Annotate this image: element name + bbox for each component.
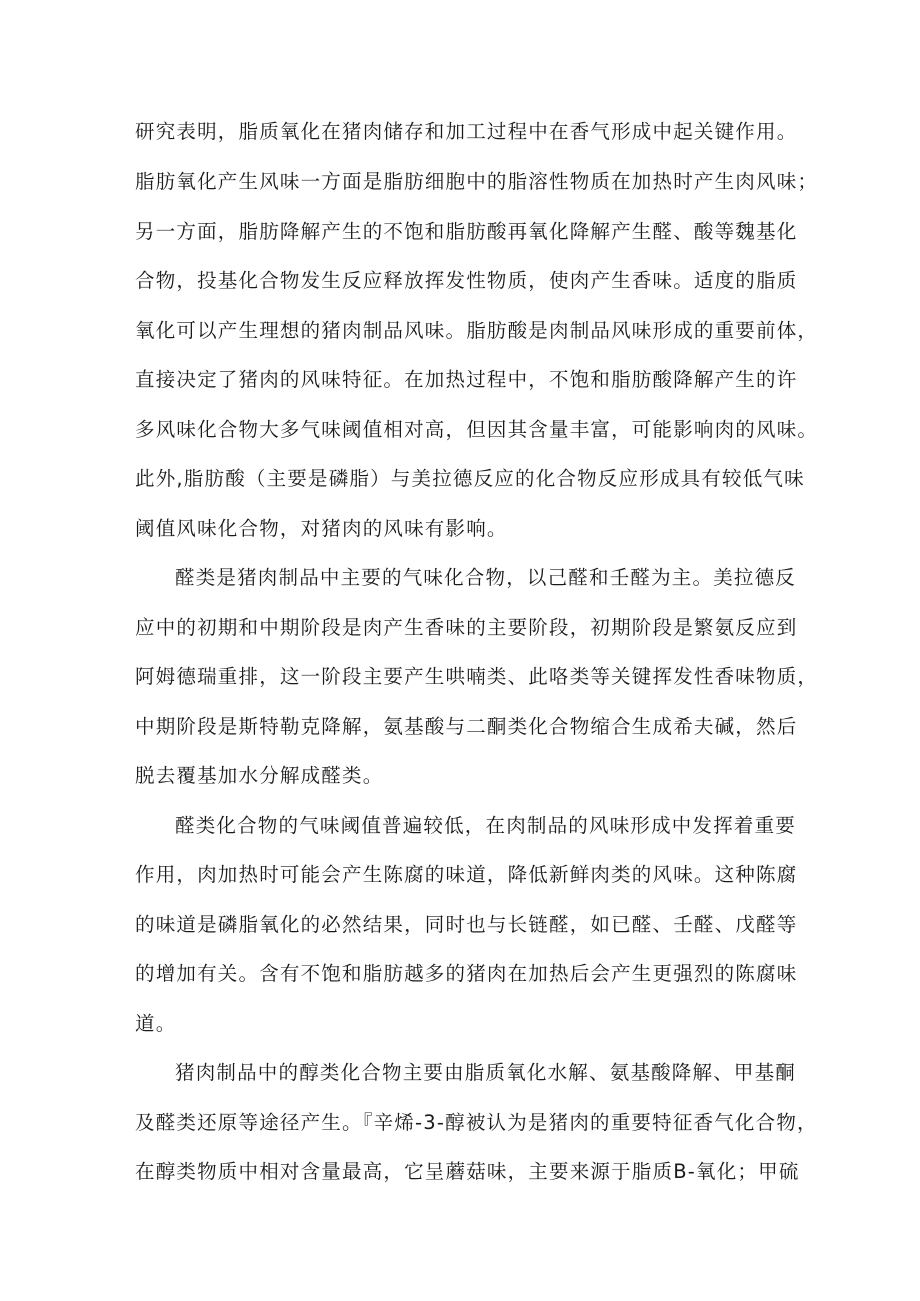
text-line: 中期阶段是斯特勒克降解，氨基酸与二酮类化合物缩合生成希夫碱，然后 bbox=[135, 715, 798, 738]
text-line: 阿姆德瑞重排，这一阶段主要产生哄喃类、此咯类等关键挥发性香味物质， bbox=[135, 665, 819, 688]
text-line: 道。 bbox=[135, 1012, 177, 1035]
text-line: 脱去覆基加水分解成醛类。 bbox=[135, 764, 384, 787]
text-line: 及醛类还原等途径产生。『辛烯-3-醇被认为是猪肉的重要特征香气化合物， bbox=[135, 1111, 818, 1134]
text-line: 合物，投基化合物发生反应释放挥发性物质，使肉产生香味。适度的脂质 bbox=[135, 269, 798, 292]
text-line: 醛类化合物的气味阈值普遍较低，在肉制品的风味形成中发挥着重要 bbox=[175, 814, 797, 837]
text-line: 阈值风味化合物，对猪肉的风味有影响。 bbox=[135, 517, 508, 540]
text-line: 作用，肉加热时可能会产生陈腐的味道，降低新鲜肉类的风味。这种陈腐 bbox=[135, 863, 798, 886]
text-line: 氧化可以产生理想的猪肉制品风味。脂肪酸是肉制品风味形成的重要前体， bbox=[135, 319, 819, 342]
text-line: 直接决定了猪肉的风味特征。在加热过程中，不饱和脂肪酸降解产生的许 bbox=[135, 368, 798, 391]
text-line: 此外,脂肪酸（主要是磷脂）与美拉德反应的化合物反应形成具有较低气味 bbox=[135, 467, 805, 490]
text-line: 应中的初期和中期阶段是肉产生香味的主要阶段，初期阶段是繁氨反应到 bbox=[135, 616, 798, 639]
text-line: 的增加有关。含有不饱和脂肪越多的猪肉在加热后会产生更强烈的陈腐味 bbox=[135, 962, 798, 985]
text-line: 在醇类物质中相对含量最高，它呈蘑菇味，主要来源于脂质B-氧化；甲硫 bbox=[135, 1160, 800, 1183]
text-line: 研究表明，脂质氧化在猪肉储存和加工过程中在香气形成中起关键作用。 bbox=[135, 120, 798, 143]
text-line: 猪肉制品中的醇类化合物主要由脂质氧化水解、氨基酸降解、甲基酮 bbox=[175, 1061, 797, 1084]
text-line: 醛类是猪肉制品中主要的气味化合物，以己醛和壬醛为主。美拉德反 bbox=[175, 566, 797, 589]
text-line: 脂肪氧化产生风味一方面是脂肪细胞中的脂溶性物质在加热时产生肉风味； bbox=[135, 170, 819, 193]
text-line: 另一方面，脂肪降解产生的不饱和脂肪酸再氧化降解产生醛、酸等魏基化 bbox=[135, 220, 798, 243]
text-line: 的味道是磷脂氧化的必然结果，同时也与长链醛，如已醛、壬醛、戊醛等 bbox=[135, 913, 798, 936]
text-line: 多风味化合物大多气味阈值相对高，但因其含量丰富，可能影响肉的风味。 bbox=[135, 418, 819, 441]
